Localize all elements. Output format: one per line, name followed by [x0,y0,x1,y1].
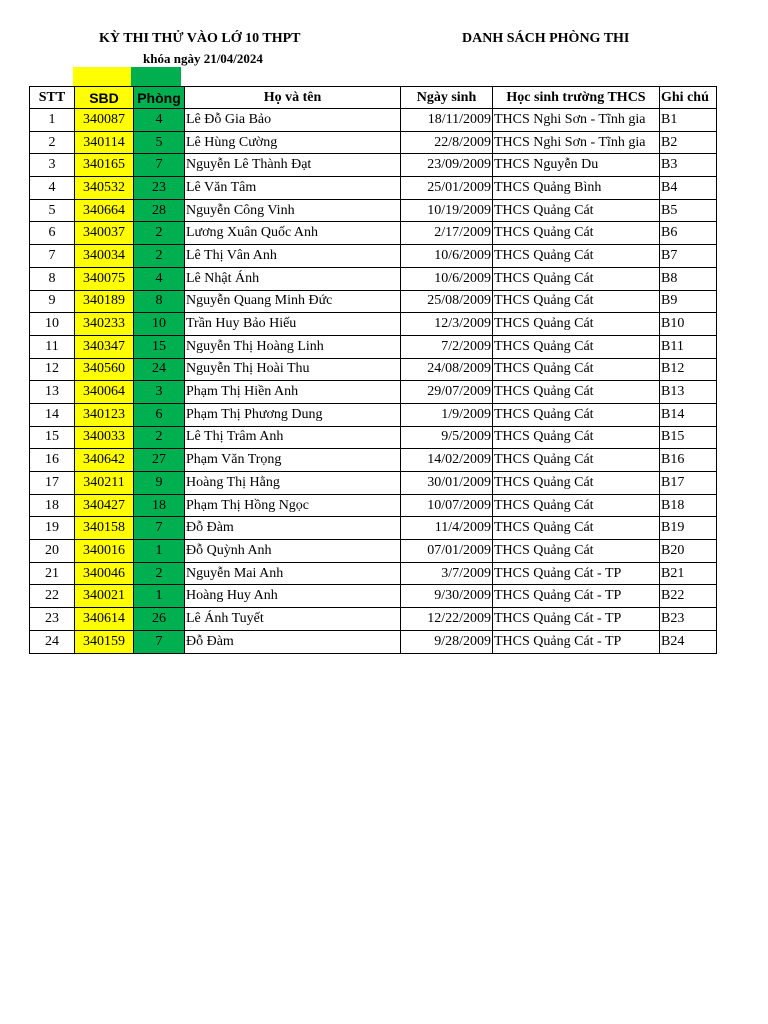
cell-name: Đỗ Đàm [185,517,401,540]
table-row [30,608,717,631]
cell-room: 10 [134,313,185,336]
cell-note: B15 [660,426,717,449]
cell-stt: 16 [30,449,75,472]
cell-room: 4 [134,267,185,290]
cell-dob: 2/17/2009 [401,222,493,245]
cell-name: Lê Thị Trâm Anh [185,426,401,449]
cell-stt: 5 [30,199,75,222]
cell-name: Đỗ Quỳnh Anh [185,540,401,563]
cell-stt: 17 [30,472,75,495]
cell-room: 8 [134,290,185,313]
cell-name: Hoàng Thị Hằng [185,472,401,495]
cell-name: Hoàng Huy Anh [185,585,401,608]
cell-dob: 9/28/2009 [401,630,493,653]
cell-note: B9 [660,290,717,313]
cell-note: B3 [660,154,717,177]
column-header-room: Phòng [134,87,185,109]
cell-room: 15 [134,335,185,358]
cell-note: B1 [660,109,717,132]
cell-name: Trần Huy Bảo Hiếu [185,313,401,336]
cell-dob: 10/19/2009 [401,199,493,222]
cell-room: 5 [134,131,185,154]
cell-dob: 24/08/2009 [401,358,493,381]
cell-name: Nguyễn Công Vinh [185,199,401,222]
table-row [30,449,717,472]
cell-school: THCS Quảng Cát - TP [493,608,660,631]
cell-sbd: 340021 [75,585,134,608]
cell-name: Lê Đỗ Gia Bảo [185,109,401,132]
cell-room: 2 [134,222,185,245]
cell-note: B6 [660,222,717,245]
cell-note: B5 [660,199,717,222]
cell-school: THCS Quảng Bình [493,177,660,200]
exam-room-table [29,86,717,654]
cell-name: Lê Thị Vân Anh [185,245,401,268]
table-row [30,540,717,563]
cell-school: THCS Quảng Cát [493,245,660,268]
cell-sbd: 340165 [75,154,134,177]
cell-room: 23 [134,177,185,200]
cell-room: 2 [134,426,185,449]
cell-stt: 2 [30,131,75,154]
cell-school: THCS Quảng Cát [493,222,660,245]
cell-stt: 14 [30,403,75,426]
cell-stt: 22 [30,585,75,608]
cell-sbd: 340046 [75,562,134,585]
cell-school: THCS Nghi Sơn - Tĩnh gia [493,131,660,154]
cell-note: B13 [660,381,717,404]
cell-sbd: 340087 [75,109,134,132]
list-title: DANH SÁCH PHÒNG THI [462,31,630,46]
cell-room: 1 [134,585,185,608]
cell-room: 1 [134,540,185,563]
cell-name: Phạm Thị Hiền Anh [185,381,401,404]
cell-school: THCS Quảng Cát [493,540,660,563]
cell-room: 18 [134,494,185,517]
table-row [30,290,717,313]
table-row [30,199,717,222]
exam-date: khóa ngày 21/04/2024 [143,51,263,66]
cell-stt: 20 [30,540,75,563]
cell-sbd: 340233 [75,313,134,336]
cell-name: Lê Nhật Ánh [185,267,401,290]
cell-sbd: 340114 [75,131,134,154]
column-header-sbd: SBD [75,87,134,109]
cell-sbd: 340064 [75,381,134,404]
cell-room: 6 [134,403,185,426]
cell-stt: 24 [30,630,75,653]
cell-school: THCS Quảng Cát [493,290,660,313]
cell-dob: 07/01/2009 [401,540,493,563]
cell-school: THCS Quảng Cát [493,313,660,336]
table-row [30,426,717,449]
cell-sbd: 340642 [75,449,134,472]
cell-dob: 10/6/2009 [401,267,493,290]
column-header-school: Học sinh trường THCS [493,87,660,109]
cell-sbd: 340158 [75,517,134,540]
cell-dob: 7/2/2009 [401,335,493,358]
table-row [30,562,717,585]
cell-sbd: 340614 [75,608,134,631]
cell-sbd: 340123 [75,403,134,426]
cell-note: B19 [660,517,717,540]
cell-sbd: 340037 [75,222,134,245]
cell-school: THCS Quảng Cát [493,358,660,381]
cell-note: B21 [660,562,717,585]
cell-school: THCS Quảng Cát [493,199,660,222]
cell-name: Nguyễn Thị Hoài Thu [185,358,401,381]
cell-name: Nguyễn Mai Anh [185,562,401,585]
table-row [30,494,717,517]
cell-school: THCS Quảng Cát [493,426,660,449]
cell-dob: 9/30/2009 [401,585,493,608]
cell-name: Phạm Thị Phương Dung [185,403,401,426]
cell-sbd: 340664 [75,199,134,222]
table-row [30,154,717,177]
cell-note: B4 [660,177,717,200]
cell-room: 7 [134,517,185,540]
cell-stt: 11 [30,335,75,358]
table-row [30,358,717,381]
sbd-header-highlight [73,67,131,87]
cell-room: 4 [134,109,185,132]
cell-note: B14 [660,403,717,426]
cell-stt: 10 [30,313,75,336]
cell-room: 7 [134,154,185,177]
cell-sbd: 340075 [75,267,134,290]
cell-dob: 11/4/2009 [401,517,493,540]
cell-stt: 21 [30,562,75,585]
cell-name: Lê Ánh Tuyết [185,608,401,631]
cell-sbd: 340034 [75,245,134,268]
cell-name: Lê Văn Tâm [185,177,401,200]
cell-note: B17 [660,472,717,495]
cell-dob: 22/8/2009 [401,131,493,154]
cell-name: Phạm Thị Hồng Ngọc [185,494,401,517]
cell-room: 2 [134,562,185,585]
cell-school: THCS Quảng Cát - TP [493,585,660,608]
cell-dob: 23/09/2009 [401,154,493,177]
cell-dob: 25/01/2009 [401,177,493,200]
column-header-name: Họ và tên [185,87,401,109]
table-row [30,109,717,132]
cell-stt: 23 [30,608,75,631]
cell-sbd: 340016 [75,540,134,563]
table-row [30,177,717,200]
cell-dob: 25/08/2009 [401,290,493,313]
cell-stt: 13 [30,381,75,404]
cell-sbd: 340189 [75,290,134,313]
table-row [30,472,717,495]
cell-note: B12 [660,358,717,381]
table-row [30,267,717,290]
cell-school: THCS Quảng Cát [493,335,660,358]
cell-name: Phạm Văn Trọng [185,449,401,472]
cell-stt: 3 [30,154,75,177]
cell-note: B10 [660,313,717,336]
cell-note: B8 [660,267,717,290]
table-row [30,131,717,154]
cell-room: 27 [134,449,185,472]
cell-stt: 7 [30,245,75,268]
cell-school: THCS Quảng Cát [493,494,660,517]
cell-stt: 19 [30,517,75,540]
room-header-highlight [131,67,181,87]
cell-note: B7 [660,245,717,268]
exam-title: KỲ THI THỬ VÀO LỚ 10 THPT [99,31,301,46]
cell-sbd: 340211 [75,472,134,495]
table-row [30,222,717,245]
cell-room: 3 [134,381,185,404]
cell-school: THCS Quảng Cát [493,403,660,426]
cell-dob: 10/6/2009 [401,245,493,268]
cell-school: THCS Quảng Cát [493,267,660,290]
table-row [30,403,717,426]
cell-sbd: 340033 [75,426,134,449]
cell-stt: 4 [30,177,75,200]
cell-sbd: 340560 [75,358,134,381]
cell-name: Nguyễn Quang Minh Đức [185,290,401,313]
cell-room: 2 [134,245,185,268]
cell-name: Nguyễn Lê Thành Đạt [185,154,401,177]
table-body [30,109,717,654]
cell-sbd: 340427 [75,494,134,517]
cell-school: THCS Nguyễn Du [493,154,660,177]
cell-note: B18 [660,494,717,517]
cell-note: B24 [660,630,717,653]
cell-room: 26 [134,608,185,631]
table-row [30,630,717,653]
cell-sbd: 340532 [75,177,134,200]
cell-note: B11 [660,335,717,358]
cell-stt: 15 [30,426,75,449]
cell-dob: 30/01/2009 [401,472,493,495]
table-row [30,313,717,336]
column-header-note: Ghi chú [660,87,717,109]
cell-school: THCS Quảng Cát [493,517,660,540]
cell-room: 28 [134,199,185,222]
cell-dob: 3/7/2009 [401,562,493,585]
cell-name: Lương Xuân Quốc Anh [185,222,401,245]
cell-dob: 29/07/2009 [401,381,493,404]
cell-dob: 12/22/2009 [401,608,493,631]
cell-sbd: 340347 [75,335,134,358]
cell-dob: 14/02/2009 [401,449,493,472]
cell-dob: 12/3/2009 [401,313,493,336]
cell-name: Nguyễn Thị Hoàng Linh [185,335,401,358]
cell-sbd: 340159 [75,630,134,653]
cell-note: B20 [660,540,717,563]
cell-stt: 8 [30,267,75,290]
cell-room: 7 [134,630,185,653]
cell-stt: 6 [30,222,75,245]
cell-note: B16 [660,449,717,472]
cell-note: B2 [660,131,717,154]
cell-stt: 18 [30,494,75,517]
cell-stt: 12 [30,358,75,381]
cell-dob: 9/5/2009 [401,426,493,449]
cell-room: 24 [134,358,185,381]
cell-school: THCS Quảng Cát [493,472,660,495]
cell-stt: 1 [30,109,75,132]
cell-name: Đỗ Đàm [185,630,401,653]
table-row [30,381,717,404]
cell-school: THCS Quảng Cát - TP [493,630,660,653]
cell-note: B22 [660,585,717,608]
table-row [30,517,717,540]
cell-dob: 1/9/2009 [401,403,493,426]
column-header-dob: Ngày sinh [401,87,493,109]
cell-room: 9 [134,472,185,495]
cell-school: THCS Quảng Cát - TP [493,562,660,585]
cell-school: THCS Quảng Cát [493,381,660,404]
table-row [30,585,717,608]
cell-school: THCS Nghi Sơn - Tĩnh gia [493,109,660,132]
cell-name: Lê Hùng Cường [185,131,401,154]
cell-stt: 9 [30,290,75,313]
table-header-row [30,87,717,109]
cell-dob: 10/07/2009 [401,494,493,517]
table-row [30,335,717,358]
column-header-stt: STT [30,87,75,109]
cell-note: B23 [660,608,717,631]
cell-dob: 18/11/2009 [401,109,493,132]
table-row [30,245,717,268]
cell-school: THCS Quảng Cát [493,449,660,472]
